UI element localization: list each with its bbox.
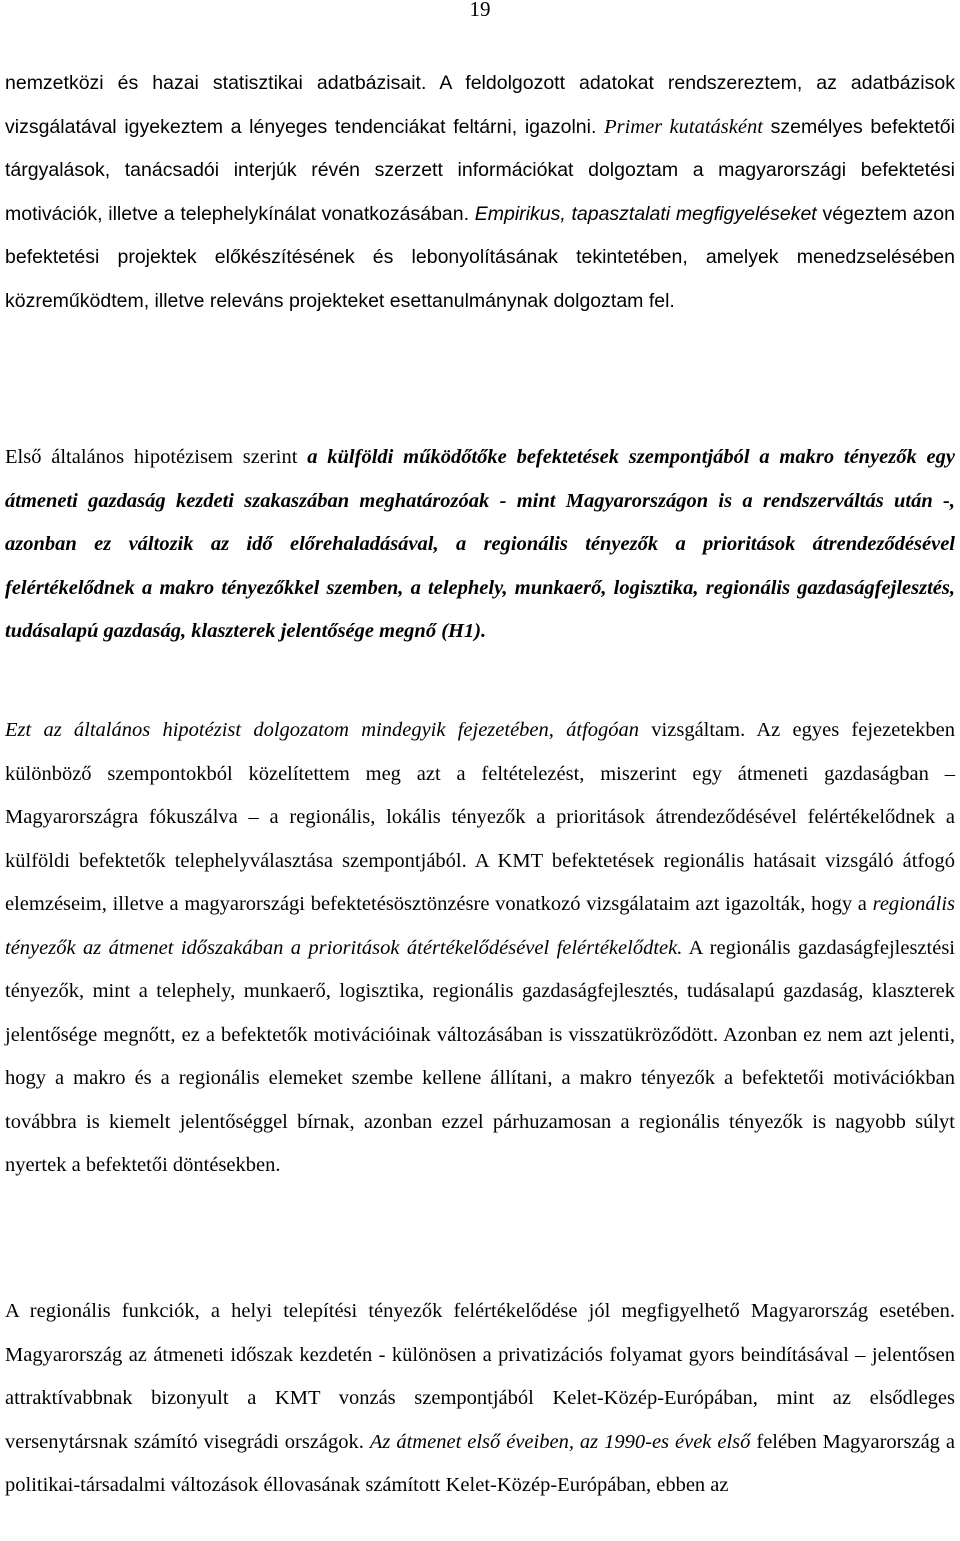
text-run-italic: Primer kutatásként: [604, 115, 763, 138]
page-number: 19: [469, 0, 491, 21]
paragraph-hypothesis-h1: [5, 436, 955, 654]
text-run: vizsgáltam. Az egyes fejezetekben különböző szempontokból közelítettem meg azt a feltételezést, miszerint egy átmeneti gazdaságban – Magyarországra fókuszálva – a regionális, lokális tényezők a prioritások átrendeződésével felértékelődnek a külföldi befektetők telephelyválasztása szempontjából. A KMT befektetések regionális hatásait vizsgáló átfogó elemzéseim, illetve a magyarországi befektetésösztönzésre vonatkozó vizsgálataim azt igazolták, hogy a: [5, 719, 955, 915]
text-run-italic: Az átmenet első éveiben, az 1990-es évek első: [369, 1430, 751, 1453]
text-run-italic: regionális tényezők az átmenet időszakában a prioritások átértékelődésével felértékelődtek.: [5, 893, 955, 959]
text-run: személyes befektetői tárgyalások, tanácsadói interjúk révén szerzett információkat dolgoztam a magyarországi befektetési motivációk, illetve a telephelykínálat vonatkozásában.: [5, 115, 955, 225]
paragraph-regional-functions: [5, 1290, 955, 1508]
text-run: A regionális gazdaságfejlesztési tényezők, mint a telephely, munkaerő, logisztika, regionális gazdaságfejlesztés, tudásalapú gazdaság, klaszterek jelentősége megnőtt, ez a befektetők motivációinak változásában is visszatükröződött. Azonban ez nem azt jelenti, hogy a makro és a regionális elemeket szembe kellene állítani, a makro tényezők a befektetői motivációkban továbbra is kiemelt jelentőséggel bírnak, azonban ezzel párhuzamosan a regionális tényezők is nagyobb súlyt nyertek a befektetői döntésekben.: [5, 936, 955, 1176]
paragraph-methodology: [5, 62, 955, 323]
text-run: A regionális funkciók, a helyi telepítési tényezők felértékelődése jól megfigyelhető Magyarország esetében. Magyarország az átmeneti időszak kezdetén - különösen a privatizációs folyamat gyors beindításával – jelentősen attraktívabbnak bizonyult a KMT vonzás szempontjából Kelet-Közép-Európában, mint az elsődleges versenytársnak számító visegrádi országok.: [5, 1300, 955, 1453]
text-run: végeztem azon befektetési projektek előkészítésének és lebonyolításának tekintetében, amelyek menedzselésében közreműködtem, illetve releváns projekteket esettanulmánynak dolgoztam fel.: [5, 202, 955, 312]
text-run-italic: Empirikus, tapasztalati megfigyeléseket: [474, 202, 817, 225]
text-run: Első általános hipotézisem szerint: [5, 446, 308, 468]
text-run: nemzetközi és hazai statisztikai adatbázisait. A feldolgozott adatokat rendszereztem, az adatbázisok vizsgálatával igyekeztem a lényeges tendenciákat feltárni, igazolni.: [5, 72, 955, 138]
text-run-bold-italic: a külföldi működőtőke befektetések szempontjából a makro tényezők egy átmeneti gazdaság kezdeti szakaszában meghatározóak - mint Magyarországon is a rendszerváltás után -, azonban ez változik az idő előrehaladásával, a regionális tényezők a prioritások átrendeződésével felértékelődnek a makro tényezőkkel szemben, a telephely, munkaerő, logisztika, regionális gazdaságfejlesztés, tudásalapú gazdaság, klaszterek jelentősége megnő (H1).: [5, 446, 955, 642]
paragraph-hypothesis-discussion: [5, 709, 955, 1188]
text-run: felében Magyarország a politikai-társadalmi változások éllovasának számított Kelet-Közép-Európában, ebben az: [5, 1430, 956, 1496]
text-run-italic: Ezt az általános hipotézist dolgozatom mindegyik fejezetében, átfogóan: [5, 719, 640, 741]
